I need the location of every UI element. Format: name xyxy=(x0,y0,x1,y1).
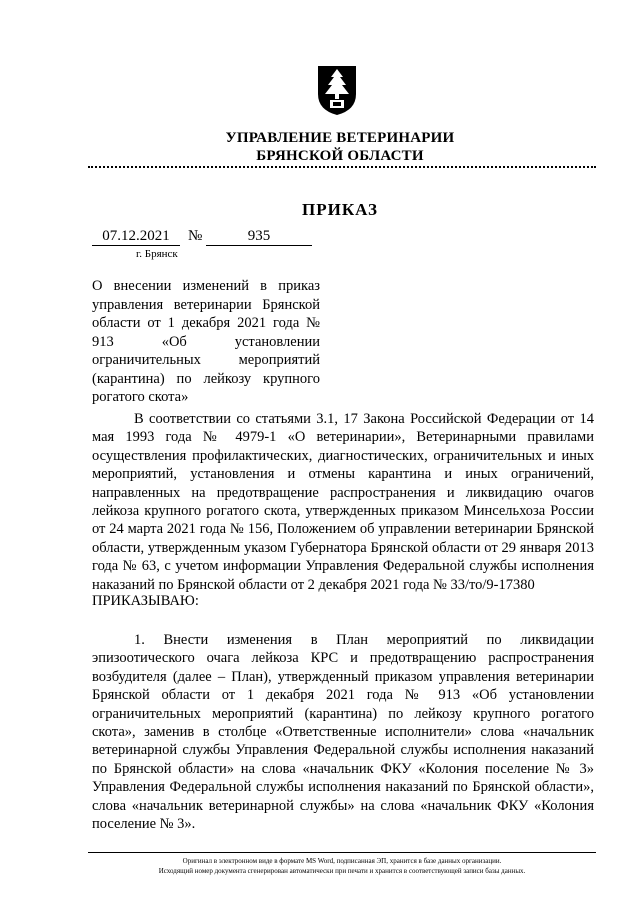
header-divider xyxy=(88,166,596,168)
document-subject: О внесении изменений в приказ управления ветеринарии Брянской области от 1 декабря 2021 года № 913 «Об установлении ограничительных мероприятий (карантина) по лейкозу крупного рогатого скота» xyxy=(92,278,320,405)
org-name-line1: УПРАВЛЕНИЕ ВЕТЕРИНАРИИ xyxy=(225,130,455,146)
coat-of-arms-icon xyxy=(316,64,358,116)
number-sign: № xyxy=(188,228,203,244)
footer-note-2: Исходящий номер документа сгенерирован автоматически при печати и хранится в соответствующей записи базы данных. xyxy=(158,867,526,875)
document-title: ПРИКАЗ xyxy=(302,200,378,219)
org-name-line2: БРЯНСКОЙ ОБЛАСТИ xyxy=(256,148,424,164)
document-date: 07.12.2021 xyxy=(92,228,180,246)
document-number: 935 xyxy=(206,228,312,246)
preamble-paragraph: В соответствии со статьями 3.1, 17 Закона Российской Федерации от 14 мая 1993 года № 4979-1 «О ветеринарии», Ветеринарными правилами осуществления профилактических, диагностических, ограничительных и иных мероприятий, установления и отмены карантина и иных ограничений, направленных на предотвращение распространения и ликвидацию очагов лейкоза крупного рогатого скота, утвержденных приказом Минсельхоза России от 24 марта 2021 года № 156, Положением об управлении ветеринарии Брянской области, утвержденным указом Губернатора Брянской области от 29 января 2013 года № 63, с учетом информации Управления Федеральной службы исполнения наказаний по Брянской области от 2 декабря 2021 года № 33/то/9-17380 xyxy=(92,411,594,593)
footer-divider xyxy=(88,852,596,853)
document-city: г. Брянск xyxy=(136,248,178,260)
order-item-1: 1. Внести изменения в План мероприятий по ликвидации эпизоотического очага лейкоза КРС и предотвращению распространения возбудителя (далее – План), утвержденный приказом управления ветеринарии Брянской области от 1 декабря 2021 года № 913 «Об установлении ограничительных мероприятий (карантина) по лейкозу крупного рогатого скота», заменив в столбце «Ответственные исполнители» слова «начальник ветеринарной службы Управления Федеральной службы исполнения наказаний по Брянской области» на слова «начальник ФКУ «Колония поселение № 3» Управления Федеральной службы исполнения наказаний по Брянской области», слова «начальник ветеринарной службы» на слова «начальник ФКУ «Колония поселение № 3». xyxy=(92,632,594,833)
footer-note-1: Оригинал в электронном виде в формате MS Word, подписанная ЭП, хранится в базе данных организации. xyxy=(182,857,502,865)
order-word: ПРИКАЗЫВАЮ: xyxy=(92,593,199,609)
